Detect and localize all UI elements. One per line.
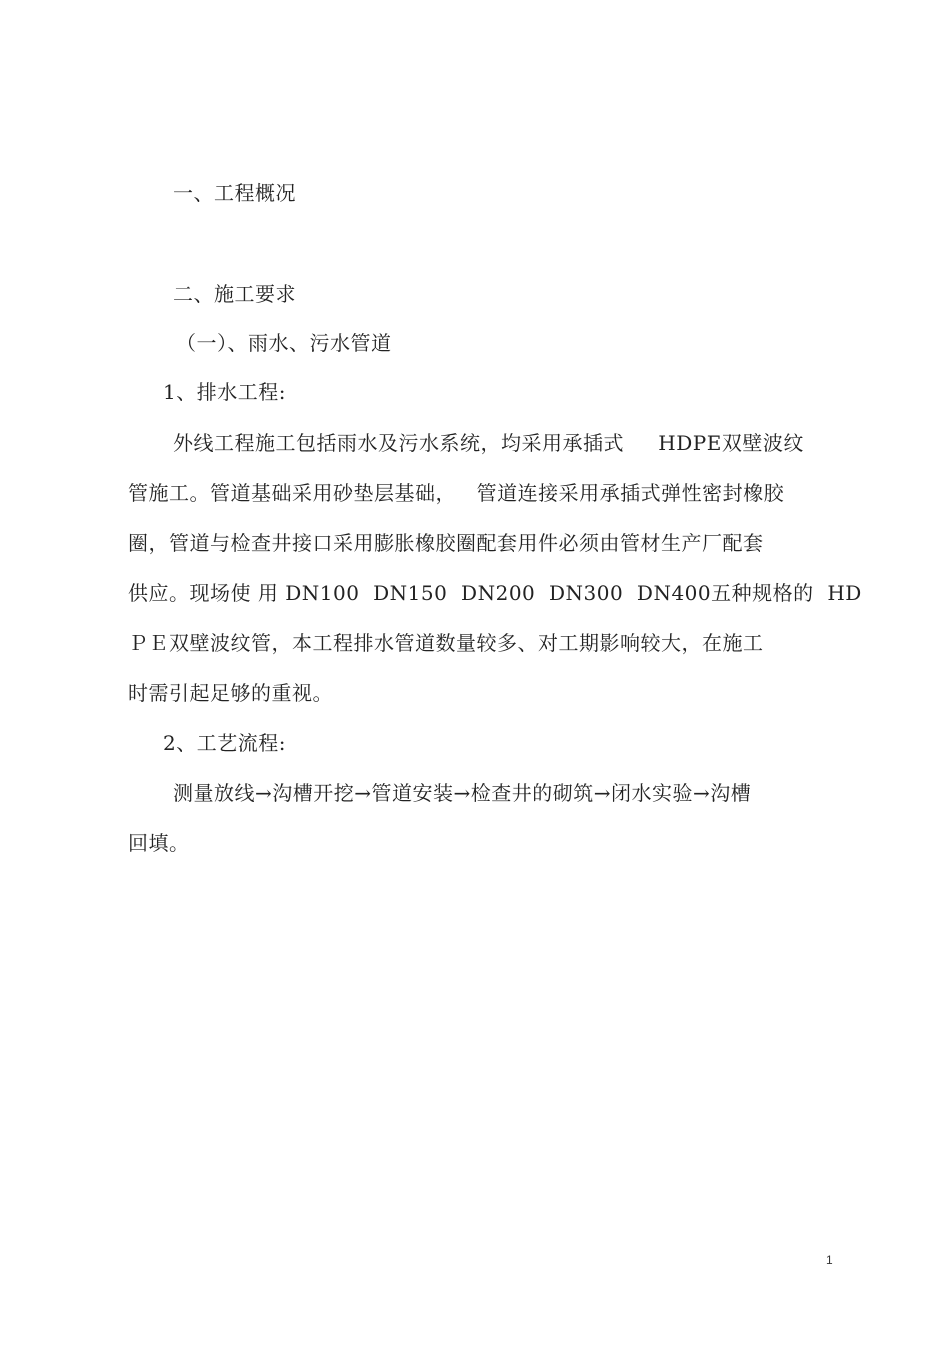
subheading-storm-sewage-pipes: （一）、雨水、污水管道 [176,331,392,355]
heading-construction-requirements: 二、施工要求 [173,282,296,306]
paragraph-1-line-2: 管施工。管道基础采用砂垫层基础， 管道连接采用承插式弹性密封橡胶 [128,481,785,505]
paragraph-1-line-4: 供应。现场使 用 DN100 DN150 DN200 DN300 DN400五种规格的 HD [128,581,862,605]
heading-project-overview: 一、工程概况 [173,181,296,205]
section-title-process-flow: 2、工艺流程: [163,731,286,755]
page-number: 1 [826,1253,833,1267]
paragraph-2-line-1: 测量放线→沟槽开挖→管道安装→检查井的砌筑→闭水实验→沟槽 [173,781,752,805]
paragraph-1-line-1: 外线工程施工包括雨水及污水系统，均采用承插式 HDPE双壁波纹 [173,431,804,455]
paragraph-1-line-5: ＰＥ双壁波纹管，本工程排水管道数量较多、对工期影响较大，在施工 [128,631,764,655]
section-title-drainage: 1、排水工程: [163,380,286,404]
paragraph-1-line-6: 时需引起足够的重视。 [128,681,333,705]
paragraph-2-line-2: 回填。 [128,831,190,855]
paragraph-1-line-3: 圈，管道与检查井接口采用膨胀橡胶圈配套用件必须由管材生产厂配套 [128,531,764,555]
